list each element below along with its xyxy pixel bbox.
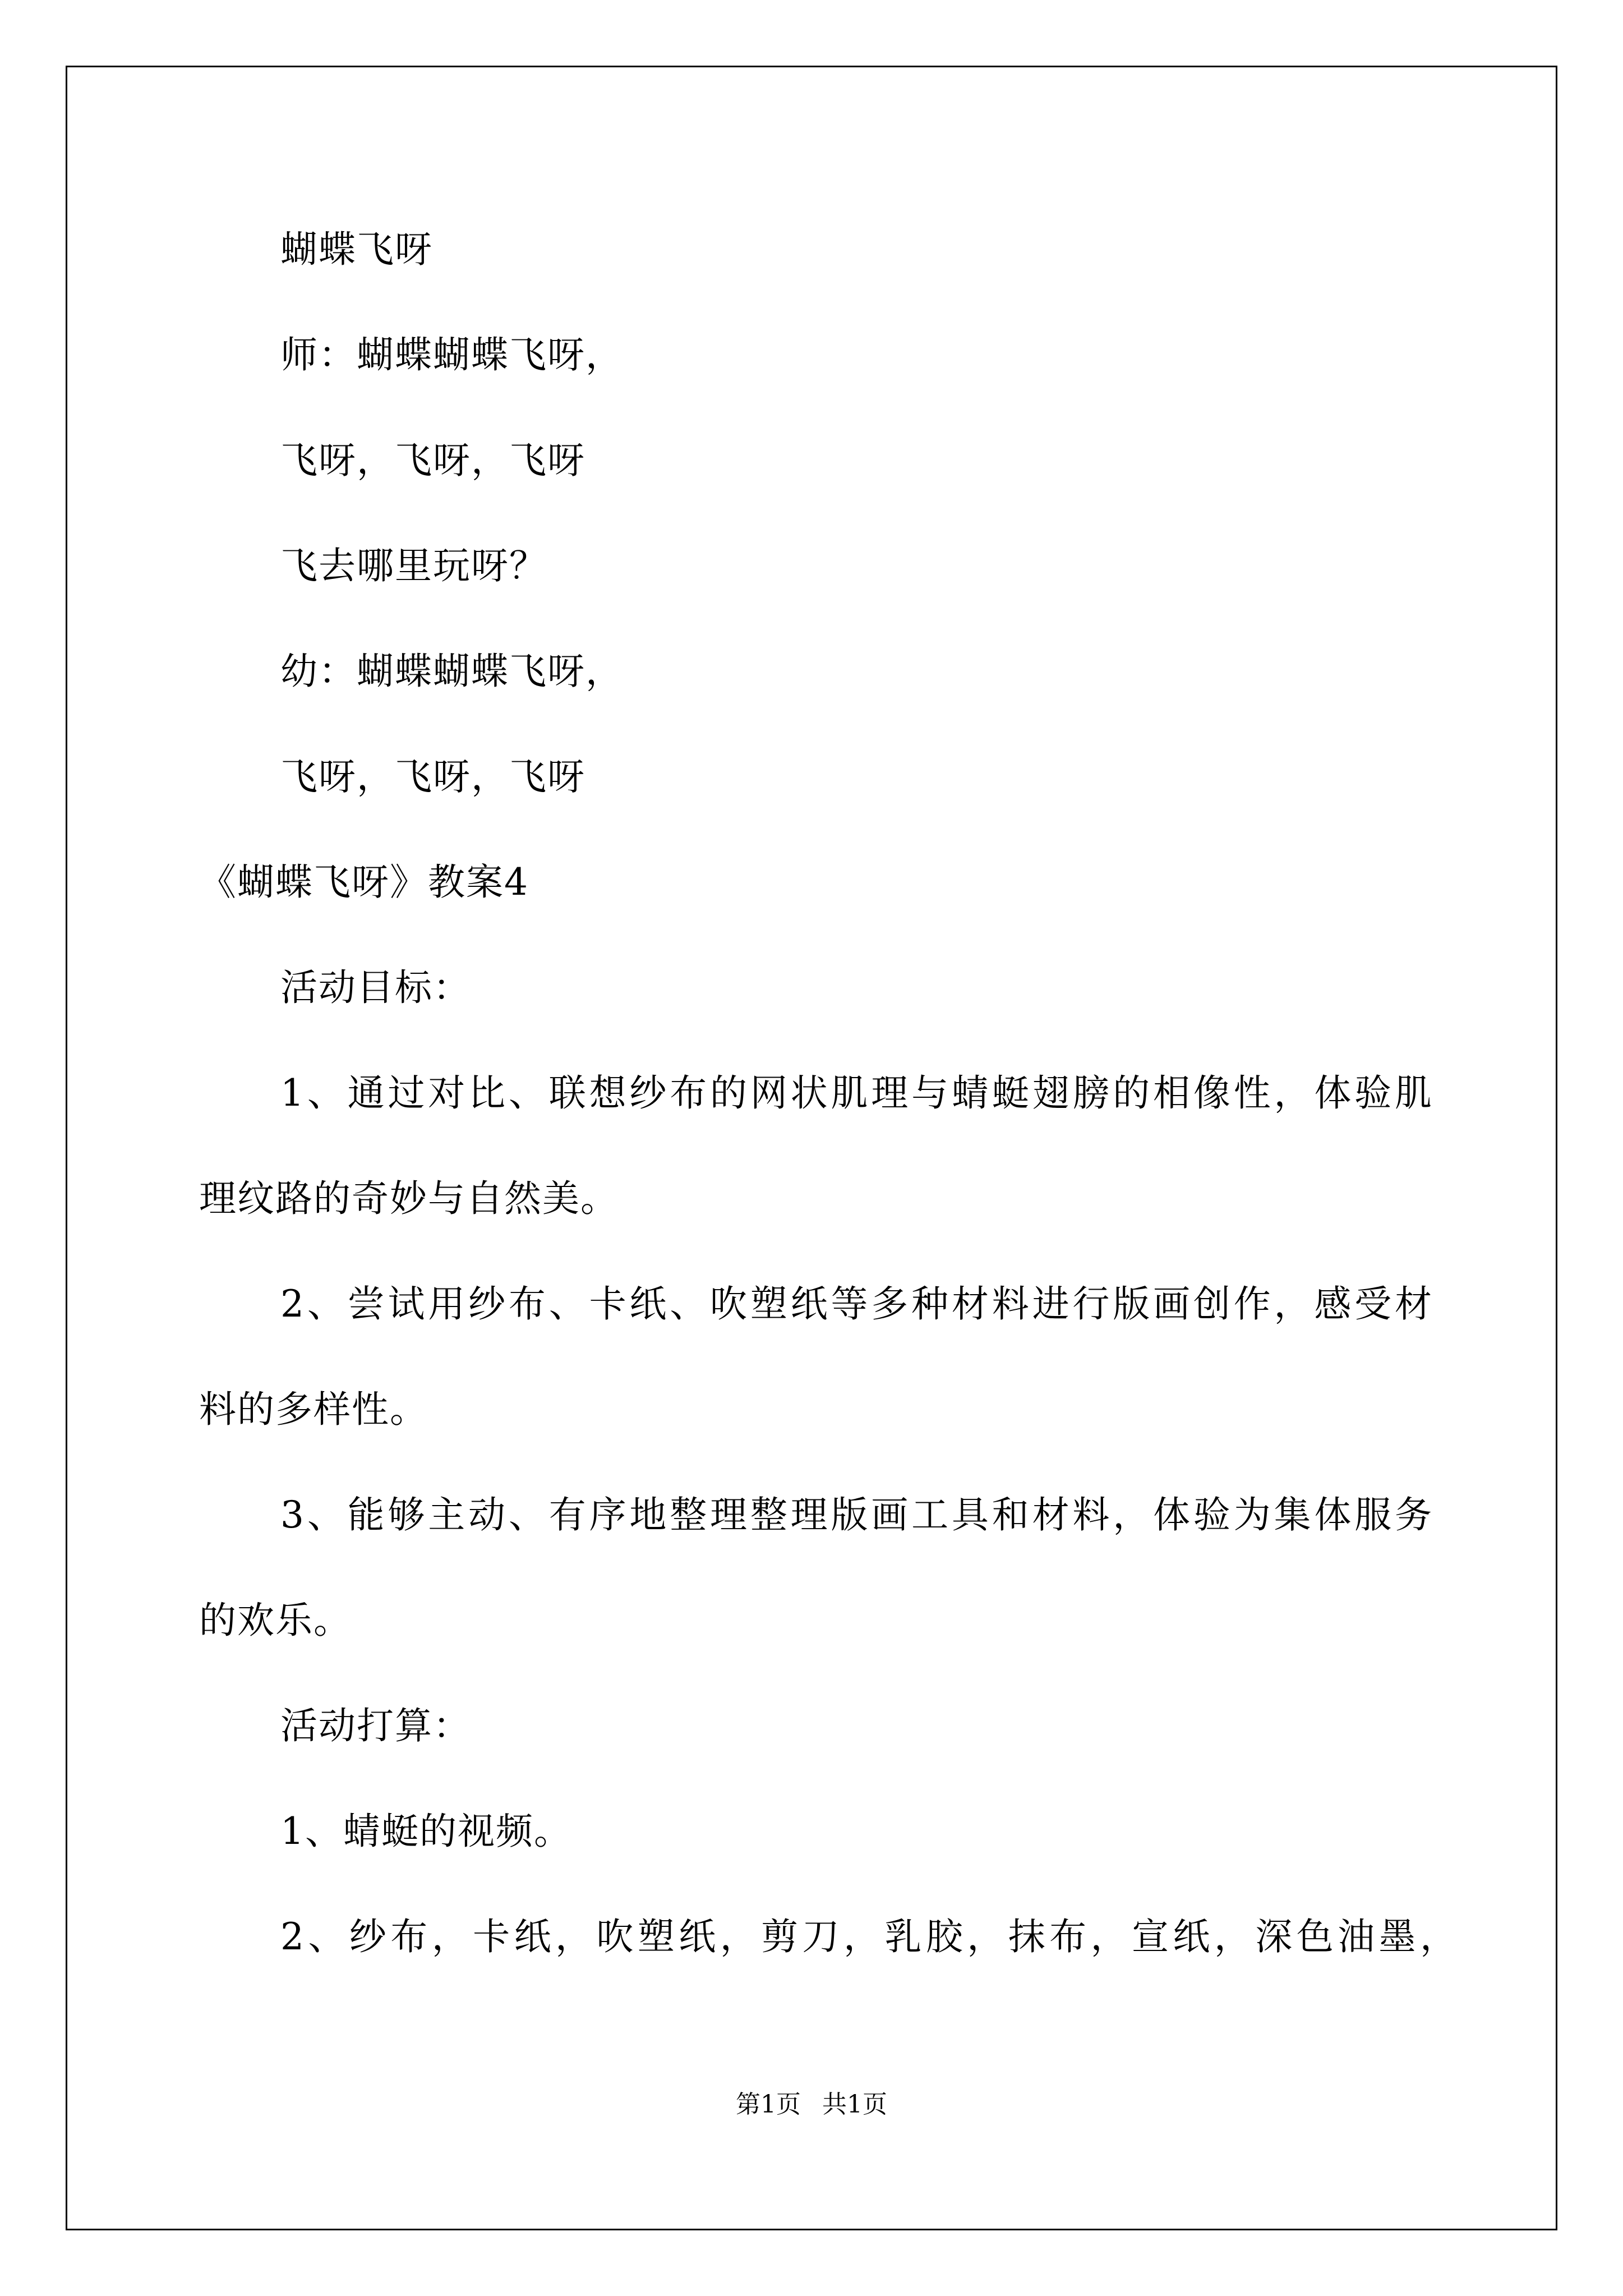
section-heading: 《蝴蝶飞呀》教案4 <box>199 861 529 904</box>
paragraph-line: 幼：蝴蝶蝴蝶飞呀， <box>280 650 624 693</box>
paragraph-line: 1、通过对比、联想纱布的网状肌理与蜻蜓翅膀的相像性，体验肌 <box>280 1071 1433 1115</box>
paragraph-line: 师：蝴蝶蝴蝶飞呀， <box>280 333 624 376</box>
paragraph-line: 飞呀，飞呀，飞呀 <box>280 439 585 482</box>
page-total: 共1页 <box>822 2090 887 2119</box>
paragraph-line: 飞去哪里玩呀？ <box>280 544 547 587</box>
paragraph-line: 2、尝试用纱布、卡纸、吹塑纸等多种材料进行版画创作，感受材 <box>280 1282 1433 1326</box>
paragraph-line: 2、纱布，卡纸，吹塑纸，剪刀，乳胶，抹布，宣纸，深色油墨， <box>280 1915 1458 1958</box>
paragraph-line: 活动目标： <box>280 966 471 1009</box>
paragraph-line: 3、能够主动、有序地整理整理版画工具和材料，体验为集体服务 <box>280 1493 1433 1536</box>
page-number: 第1页 <box>736 2090 801 2119</box>
page-footer <box>0 2088 1623 2122</box>
paragraph-line: 理纹路的奇妙与自然美。 <box>199 1177 619 1220</box>
page-border <box>66 66 1557 2230</box>
paragraph-line: 料的多样性。 <box>199 1388 428 1431</box>
paragraph-line: 飞呀，飞呀，飞呀 <box>280 755 585 798</box>
paragraph-line: 1、蜻蜓的视频。 <box>280 1810 572 1853</box>
paragraph-line: 蝴蝶飞呀 <box>280 228 433 271</box>
paragraph-line: 的欢乐。 <box>199 1599 352 1642</box>
paragraph-line: 活动打算： <box>280 1704 471 1747</box>
